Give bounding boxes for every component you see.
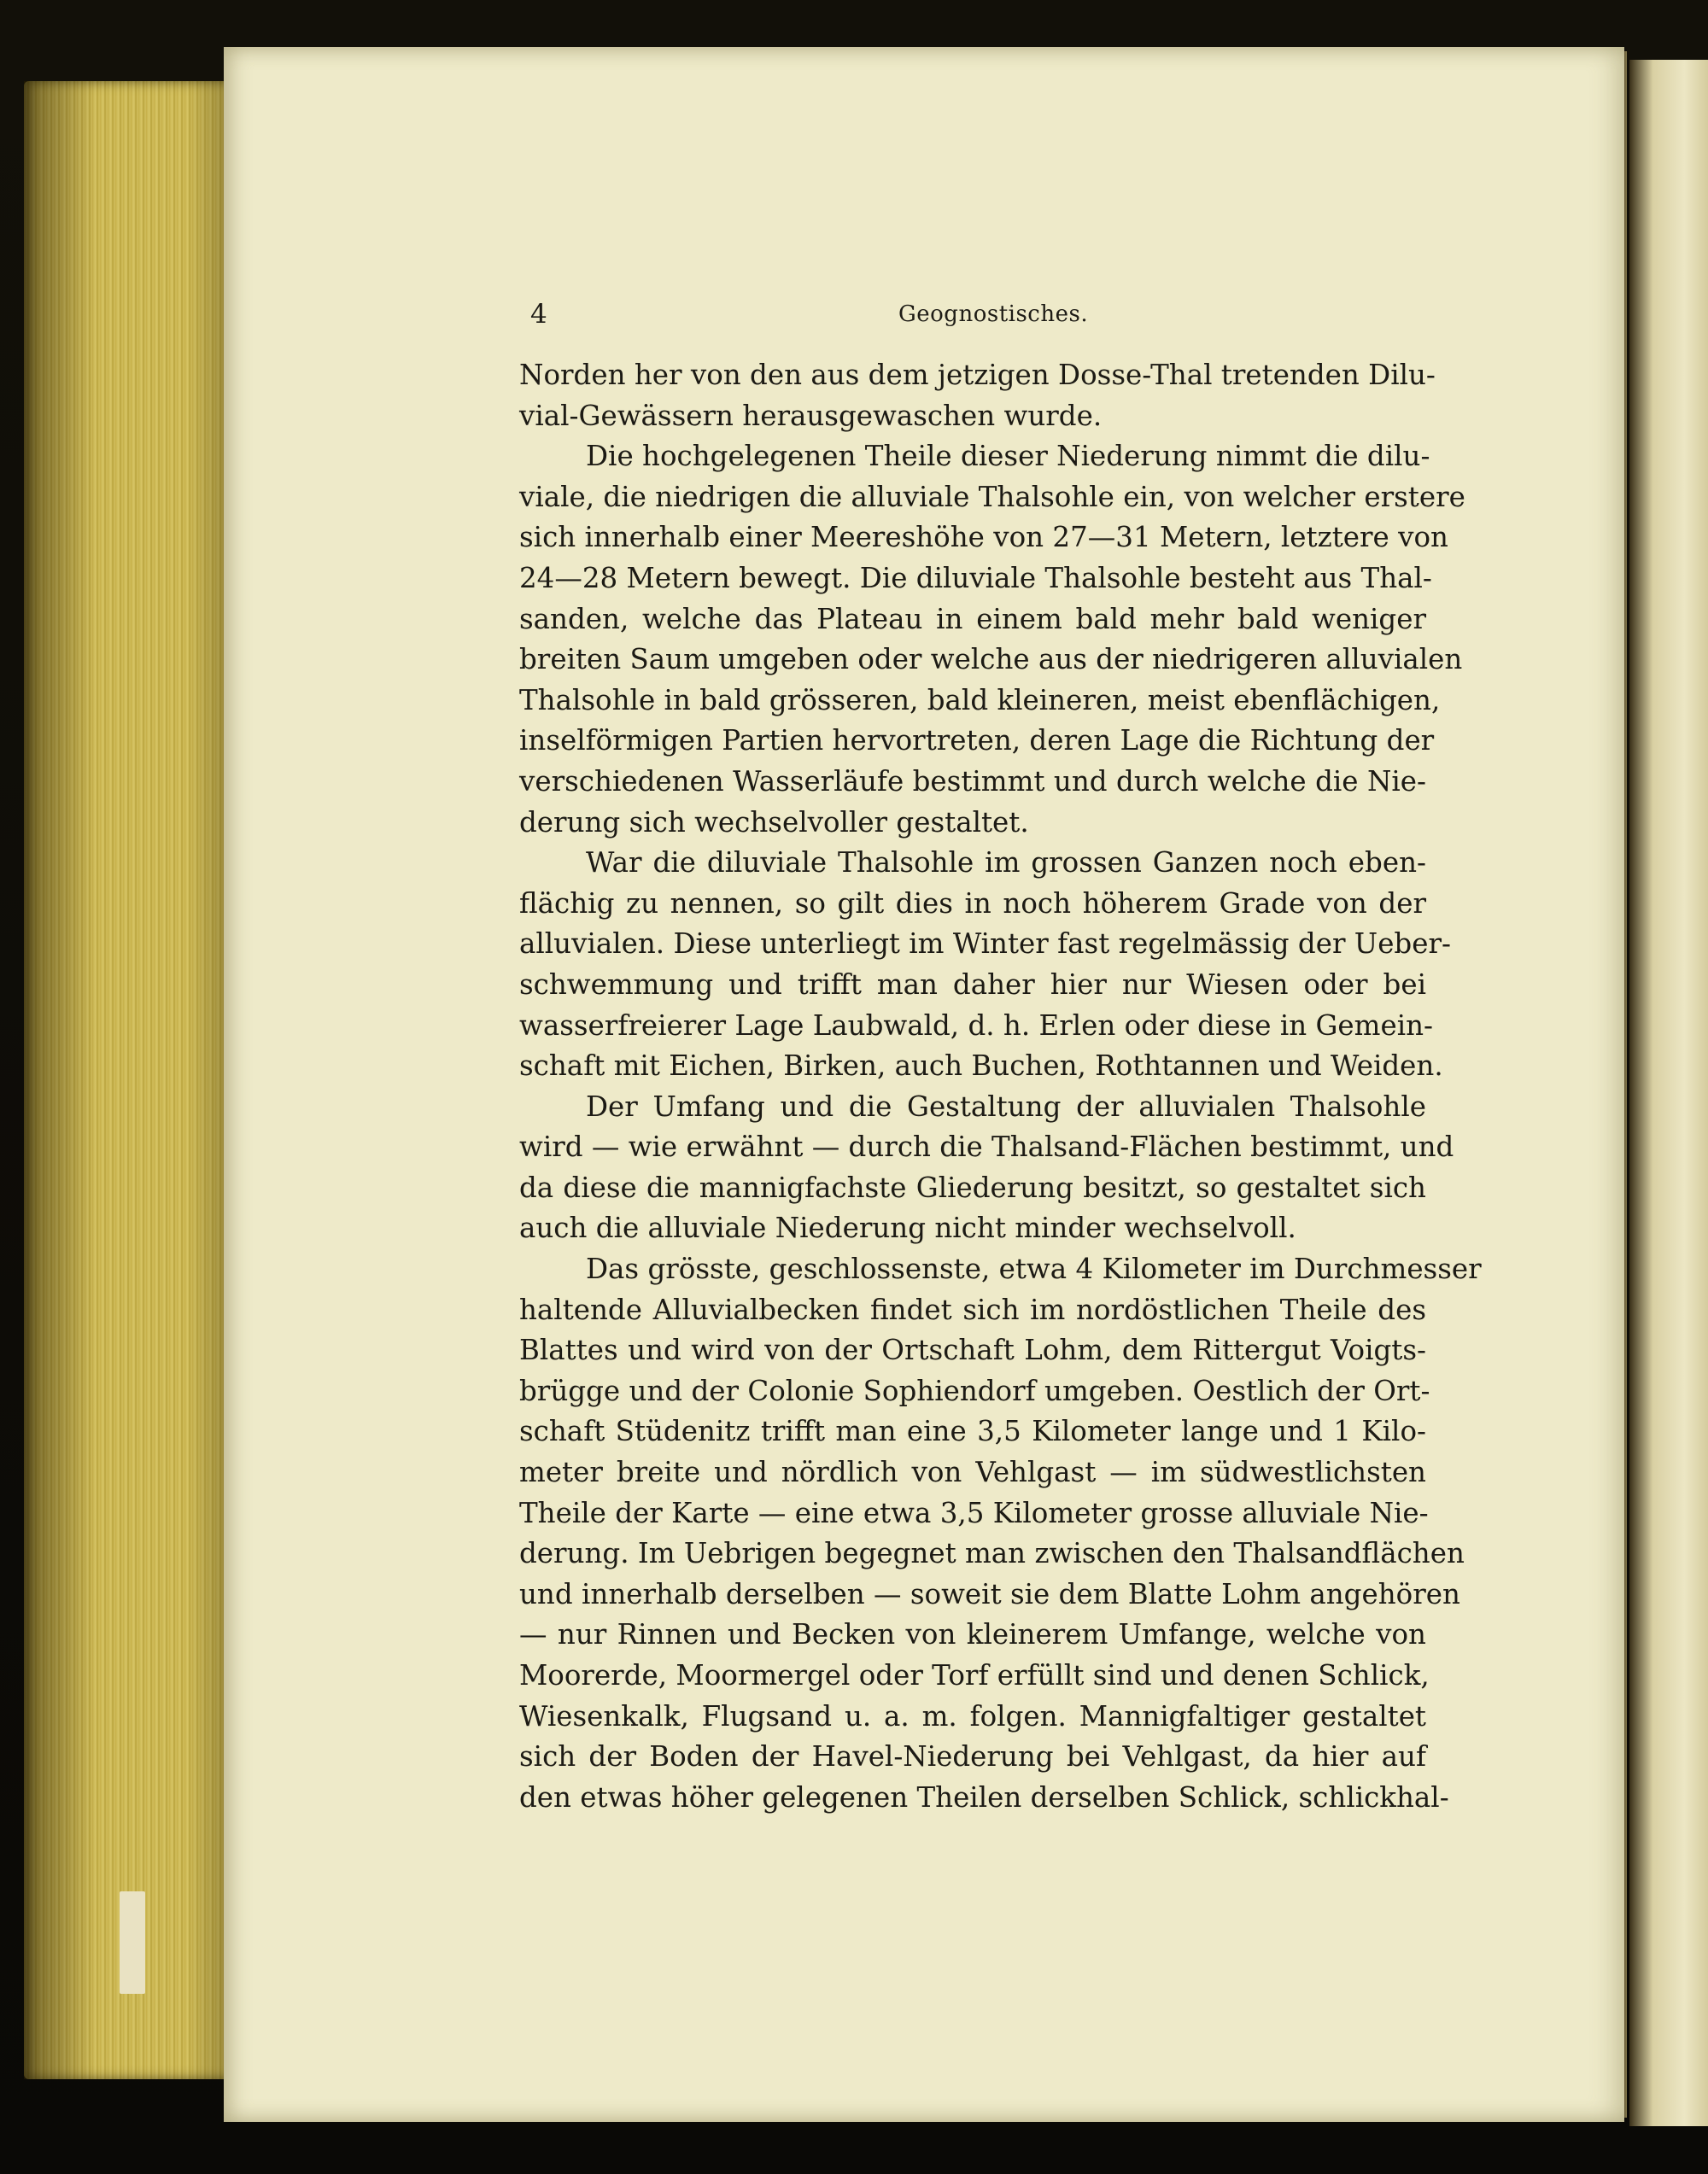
text-line: War die diluviale Thalsohle im grossen Ganzen noch eben- xyxy=(586,846,1426,880)
text-line: auch die alluviale Niederung nicht minder wechselvoll. xyxy=(519,1212,1296,1245)
text-line: 24—28 Metern bewegt. Die diluviale Thalsohle besteht aus Thal- xyxy=(519,561,1432,594)
facing-page-edge xyxy=(1629,60,1708,2126)
text-line: und innerhalb derselben — soweit sie dem Blatte Lohm angehören xyxy=(519,1577,1460,1610)
text-line: sanden, welche das Plateau in einem bald mehr bald weniger xyxy=(519,602,1426,635)
text-line: flächig zu nennen, so gilt dies in noch höherem Grade von der xyxy=(519,886,1426,920)
text-line: inselförmigen Partien hervortreten, deren Lage die Richtung der xyxy=(519,724,1435,757)
text-line: Der Umfang und die Gestaltung der alluvialen Thalsohle xyxy=(586,1090,1426,1123)
text-line: Norden her von den aus dem jetzigen Dosse-Thal tretenden Dilu- xyxy=(519,359,1436,391)
text-line: viale, die niedrigen die alluviale Thalsohle ein, von welcher erstere xyxy=(519,480,1465,513)
text-line: brügge und der Colonie Sophiendorf umgeben. Oestlich der Ort- xyxy=(519,1374,1430,1407)
page-header xyxy=(526,299,1426,336)
text-line: Thalsohle in bald grösseren, bald kleineren, meist ebenflächigen, xyxy=(519,683,1441,716)
text-line: verschiedenen Wasserläufe bestimmt und durch welche die Nie- xyxy=(519,764,1426,798)
text-line: wasserfreierer Lage Laubwald, d. h. Erlen oder diese in Gemein- xyxy=(519,1008,1434,1042)
page-number: 4 xyxy=(530,299,547,330)
text-line: Blattes und wird von der Ortschaft Lohm, dem Rittergut Voigts- xyxy=(519,1334,1426,1367)
text-line: Das grösste, geschlossenste, etwa 4 Kilometer im Durchmesser xyxy=(586,1253,1482,1286)
text-line: den etwas höher gelegenen Theilen derselben Schlick, schlickhal- xyxy=(519,1780,1449,1814)
text-line: haltende Alluvialbecken findet sich im nordöstlichen Theile des xyxy=(519,1293,1426,1326)
text-line: schwemmung und trifft man daher hier nur Wiesen oder bei xyxy=(519,967,1426,1001)
running-head: Geognostisches. xyxy=(898,301,1089,327)
text-line: schaft mit Eichen, Birken, auch Buchen, Rothtannen und Weiden. xyxy=(519,1049,1443,1083)
body-text xyxy=(519,355,1482,1818)
text-line: sich innerhalb einer Meereshöhe von 27—31 Metern, letztere von xyxy=(519,521,1448,554)
page-edge-marker xyxy=(120,1891,145,1994)
text-line: Moorerde, Moormergel oder Torf erfüllt sind und denen Schlick, xyxy=(519,1659,1430,1692)
text-line: — nur Rinnen und Becken von kleinerem Umfange, welche von xyxy=(519,1618,1426,1651)
text-line: derung sich wechselvoller gestaltet. xyxy=(519,805,1029,839)
page-edges-shadow xyxy=(24,81,229,2079)
text-line: Wiesenkalk, Flugsand u. a. m. folgen. Mannigfaltiger gestaltet xyxy=(519,1699,1426,1733)
text-line: breiten Saum umgeben oder welche aus der niedrigeren alluvialen xyxy=(519,643,1463,676)
text-line: derung. Im Uebrigen begegnet man zwischen den Thalsandflächen xyxy=(519,1537,1465,1570)
text-line: schaft Stüdenitz trifft man eine 3,5 Kilometer lange und 1 Kilo- xyxy=(519,1415,1426,1448)
text-line: sich der Boden der Havel-Niederung bei Vehlgast, da hier auf xyxy=(519,1740,1426,1774)
text-line: alluvialen. Diese unterliegt im Winter fast regelmässig der Ueber- xyxy=(519,927,1451,961)
text-line: vial-Gewässern herausgewaschen wurde. xyxy=(519,399,1103,432)
text-line: wird — wie erwähnt — durch die Thalsand-Flächen bestimmt, und xyxy=(519,1131,1454,1164)
text-line: Die hochgelegenen Theile dieser Niederung nimmt die dilu- xyxy=(586,440,1430,473)
text-line: Theile der Karte — eine etwa 3,5 Kilometer grosse alluviale Nie- xyxy=(519,1496,1429,1529)
text-line: da diese die mannigfachste Gliederung besitzt, so gestaltet sich xyxy=(519,1171,1426,1204)
text-line: meter breite und nördlich von Vehlgast — im südwestlichsten xyxy=(519,1456,1426,1489)
